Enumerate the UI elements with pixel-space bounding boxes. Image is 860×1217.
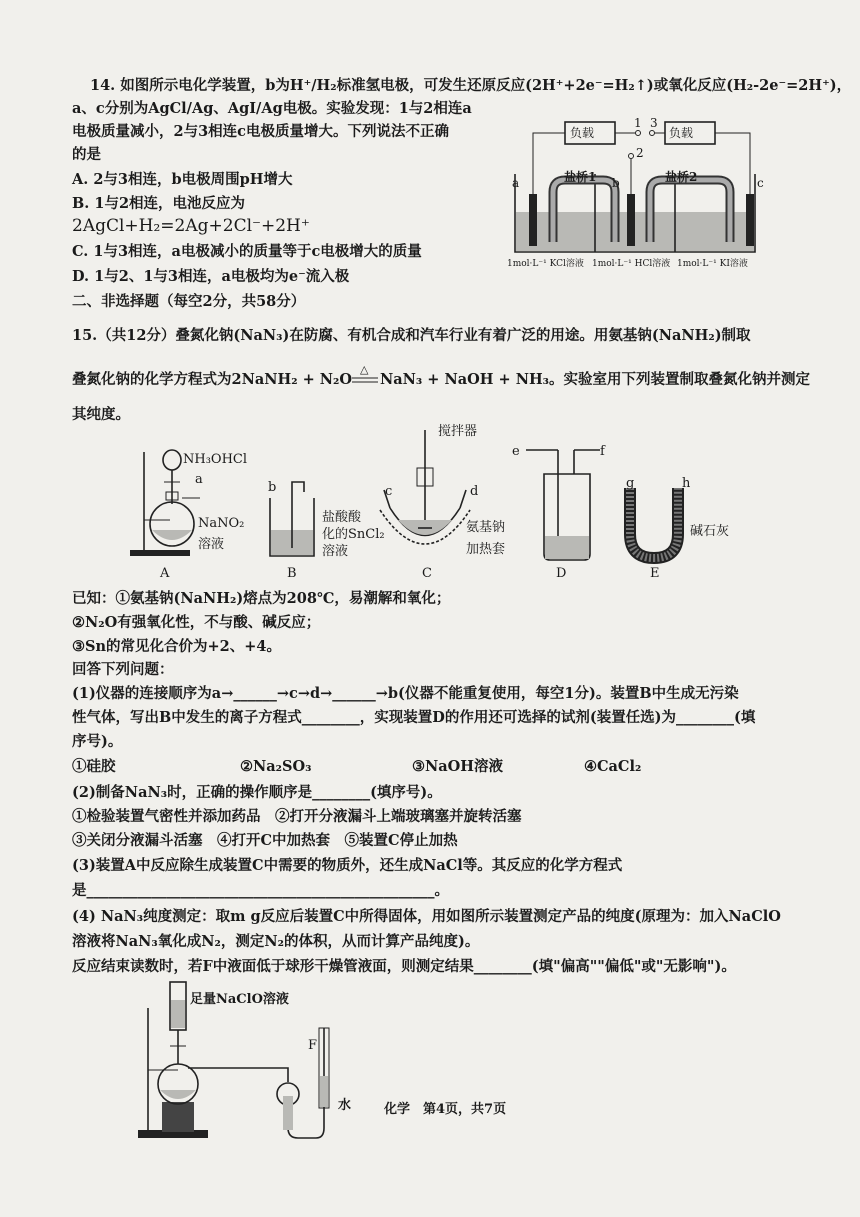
q14-option-d: D. 1与2、1与3相连，a电极均为e⁻流入极	[72, 268, 350, 285]
c-heater: 加热套	[466, 542, 506, 557]
heat-condition: △	[360, 363, 369, 376]
part3-line1: (3)装置A中反应除生成装置C中需要的物质外，还生成NaCl等。其反应的化学方程式	[72, 857, 623, 874]
a-reagent-solution: 溶液	[198, 537, 225, 552]
electrode-a: a	[512, 176, 520, 190]
q14-option-c: C. 1与3相连，a电极减小的质量等于c电极增大的质量	[72, 243, 422, 260]
d-port-f: f	[600, 444, 605, 459]
q14-option-b: B. 1与2相连，电池反应为	[72, 195, 246, 212]
part4-line3: 反应结束读数时，若F中液面低于球形干燥管液面，则测定结果________(填"偏高""偏低"或"无影响")。	[72, 958, 736, 975]
q14-option-a: A. 2与3相连，b电极周围pH增大	[72, 171, 293, 188]
e-reagent-sodalime: 碱石灰	[690, 524, 730, 539]
q15-intro-line3: 其纯度。	[72, 406, 130, 423]
electrode-b: b	[612, 176, 620, 190]
salt-bridge-1: 盐桥1	[564, 170, 597, 184]
label-c: C	[422, 566, 432, 581]
apparatus-d	[522, 446, 612, 566]
reaction-arrow	[352, 376, 378, 384]
terminal-2: 2	[636, 146, 644, 160]
known-2: ②N₂O有强氧化性，不与酸、碱反应；	[72, 614, 321, 631]
b-reagent-line1: 盐酸酸	[322, 510, 362, 525]
e-port-g: g	[626, 476, 635, 491]
q15-intro-line1: 15.（共12分）叠氮化钠(NaN₃)在防腐、有机合成和汽车行业有着广泛的用途。用氨基钠(NaNH₂)制取	[72, 327, 751, 344]
e-port-h: h	[682, 476, 691, 491]
c-reagent-nanh2: 氨基钠	[466, 520, 506, 535]
d-port-e: e	[512, 444, 520, 459]
answer-prompt: 回答下列问题：	[72, 661, 174, 678]
c-port-d: d	[470, 484, 479, 499]
part4-line1: (4) NaN₃纯度测定：取m g反应后装置C中所得固体，用如图所示装置测定产品的纯度(原理为：加入NaClO	[72, 908, 781, 925]
q15-intro-line2a: 叠氮化钠的化学方程式为2NaNH₂ + N₂O	[72, 371, 353, 388]
q14-line1: 14. 如图所示电化学装置，b为H⁺/H₂标准氢电极，可发生还原反应(2H⁺+2e⁻=H₂↑)或氧化反应(H₂-2e⁻=2H⁺)，	[90, 77, 852, 94]
solution-hcl: 1mol·L⁻¹ HCl溶液	[592, 259, 671, 269]
a-port-label: a	[195, 472, 203, 487]
a-reagent-nano2: NaNO₂	[198, 516, 245, 531]
c-stirrer: 搅拌器	[438, 424, 478, 439]
load-2-label: 负载	[669, 126, 694, 140]
part1-option-1: ①硅胶	[72, 758, 116, 775]
q15-intro-line2b: NaN₃ + NaOH + NH₃。实验室用下列装置制取叠氮化钠并测定	[380, 371, 811, 388]
load-1-label: 负载	[570, 126, 595, 140]
apparatus-e	[624, 486, 694, 566]
terminal-1: 1	[634, 116, 642, 130]
part3-line2: 是________________________________________________。	[72, 882, 449, 899]
fig2-water: 水	[338, 1098, 352, 1113]
salt-bridge-2: 盐桥2	[665, 170, 698, 184]
label-d: D	[556, 566, 567, 581]
fig2-label-f: F	[308, 1038, 318, 1053]
part1-option-3: ③NaOH溶液	[412, 758, 503, 775]
section-2-heading: 二、非选择题（每空2分，共58分）	[72, 293, 306, 310]
electrochem-diagram	[505, 114, 765, 264]
c-port-c: c	[385, 484, 393, 499]
page-footer: 化学 第4页，共7页	[384, 1102, 507, 1117]
part2-line3: ③关闭分液漏斗活塞 ④打开C中加热套 ⑤装置C停止加热	[72, 832, 458, 849]
a-reagent-nh3ohcl: NH₃OHCl	[183, 452, 248, 467]
label-e: E	[650, 566, 660, 581]
part4-line2: 溶液将NaN₃氧化成N₂，测定N₂的体积，从而计算产品纯度)。	[72, 933, 480, 950]
q14-line3: 电极质量减小，2与3相连c电极质量增大。下列说法不正确	[72, 123, 450, 140]
part1-line3: 序号)。	[72, 733, 123, 750]
apparatus-b	[268, 478, 328, 558]
solution-kcl: 1mol·L⁻¹ KCl溶液	[507, 259, 584, 269]
fig2-reagent-naclo: 足量NaClO溶液	[190, 992, 289, 1007]
q14-line4: 的是	[72, 146, 101, 163]
part1-option-2: ②Na₂SO₃	[240, 758, 312, 775]
part2-line2: ①检验装置气密性并添加药品 ②打开分液漏斗上端玻璃塞并旋转活塞	[72, 808, 522, 825]
part1-line1: (1)仪器的连接顺序为a→______→c→d→______→b(仪器不能重复使用，每空1分)。装置B中生成无污染	[72, 685, 739, 702]
known-3: ③Sn的常见化合价为+2、+4。	[72, 638, 281, 655]
part1-option-4: ④CaCl₂	[584, 758, 642, 775]
label-b: B	[287, 566, 297, 581]
b-reagent-line2: 化的SnCl₂	[322, 527, 385, 542]
electrode-c: c	[757, 176, 764, 190]
b-port-label: b	[268, 480, 277, 495]
b-reagent-line3: 溶液	[322, 544, 349, 559]
label-a: A	[160, 566, 170, 581]
part2-line1: (2)制备NaN₃时，正确的操作顺序是________(填序号)。	[72, 784, 442, 801]
terminal-3: 3	[650, 116, 658, 130]
solution-ki: 1mol·L⁻¹ KI溶液	[677, 259, 748, 269]
q14-option-b-equation: 2AgCl+H₂=2Ag+2Cl⁻+2H⁺	[72, 216, 310, 236]
part1-line2: 性气体，写出B中发生的离子方程式________，实现装置D的作用还可选择的试剂(装置任选)为________(填	[72, 709, 756, 726]
q14-line2: a、c分别为AgCl/Ag、AgI/Ag电极。实验发现：1与2相连a	[72, 100, 472, 117]
known-1: 已知：①氨基钠(NaNH₂)熔点为208℃，易潮解和氧化；	[72, 590, 451, 607]
apparatus-c	[380, 428, 470, 558]
